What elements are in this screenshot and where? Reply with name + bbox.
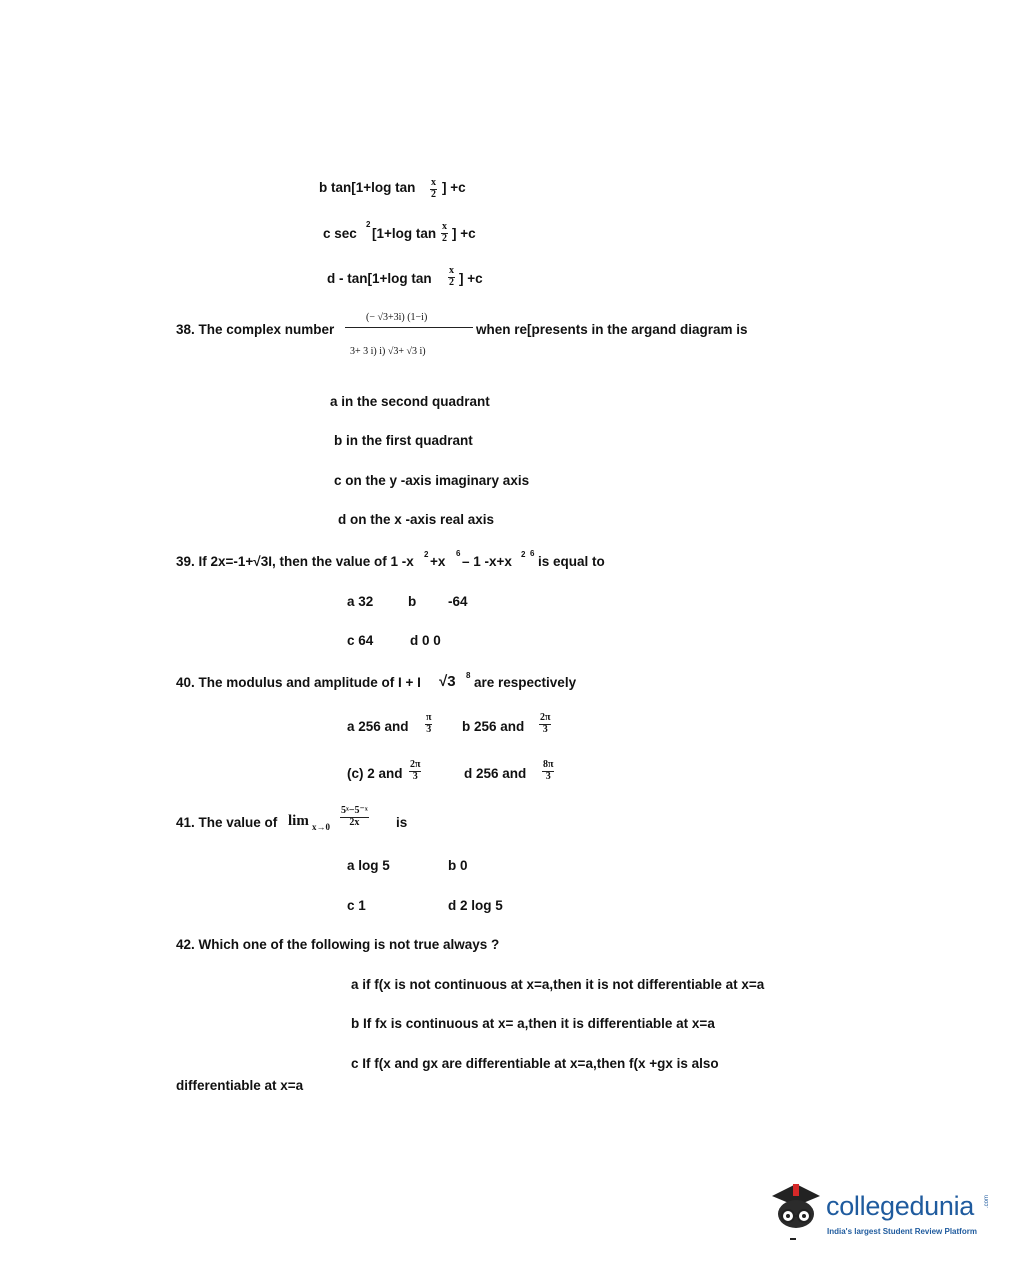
- q40-option-d-fraction: [542, 760, 554, 782]
- q40-option-b: b 256 and: [462, 719, 525, 734]
- q39-question-tail: is equal to: [538, 554, 605, 569]
- brand-suffix: .com: [984, 1194, 990, 1208]
- q37-option-c-text: c sec: [323, 226, 357, 241]
- q39-sup-3: 2: [521, 550, 526, 559]
- q37-option-c-sup: 2: [366, 220, 371, 229]
- q39-mid-1: +x: [430, 554, 446, 569]
- q40-option-d: d 256 and: [464, 766, 527, 781]
- q38-option-b: b in the first quadrant: [334, 433, 473, 448]
- fraction-denominator: 3: [542, 723, 548, 735]
- q39-sup-4: 6: [530, 549, 535, 558]
- fraction-denominator: 2: [442, 232, 447, 244]
- brand-name: collegedunia: [826, 1191, 975, 1221]
- fraction-numerator: 2π: [410, 759, 421, 770]
- q39-option-b-value: -64: [448, 594, 468, 609]
- fraction-denominator: 2: [431, 188, 436, 200]
- graduate-mascot-icon: [766, 1176, 826, 1246]
- fraction-numerator: 5ˣ−5⁻ˣ: [341, 805, 368, 816]
- q42-option-a: a if f(x is not continuous at x=a,then it is not differentiable at x=a: [351, 977, 765, 992]
- q41-lim: lim: [288, 813, 309, 829]
- q37-option-c-mid: [1+log tan: [372, 226, 437, 241]
- q41-question-tail: is: [396, 815, 408, 830]
- fraction-numerator: x: [431, 177, 436, 188]
- q38-option-d: d on the x -axis real axis: [338, 512, 495, 527]
- q37-option-d-suffix: ] +c: [459, 271, 483, 286]
- q41-option-d: d 2 log 5: [448, 898, 503, 913]
- q38-option-a: a in the second quadrant: [330, 394, 490, 409]
- q40-option-c-fraction: [409, 760, 421, 782]
- fraction-numerator: π: [426, 712, 432, 723]
- q38-question-label: 38. The complex number: [176, 322, 335, 337]
- q41-option-a: a log 5: [347, 858, 390, 873]
- q40-sup: 8: [466, 671, 471, 680]
- fraction-numerator: x: [442, 221, 447, 232]
- fraction-denominator: 3: [412, 770, 418, 782]
- q40-root: √3: [439, 673, 456, 690]
- q37-option-c-suffix: ] +c: [452, 226, 476, 241]
- fraction-denominator: 3: [545, 770, 551, 782]
- q40-question-tail: are respectively: [474, 675, 577, 690]
- fraction-denominator: 2: [449, 276, 454, 288]
- fraction-numerator: x: [449, 265, 454, 276]
- q38-fraction-bar: [345, 327, 473, 328]
- q40-question-label: 40. The modulus and amplitude of I + I: [176, 675, 421, 690]
- q42-option-c: c If f(x and gx are differentiable at x=a,then f(x +gx is also: [351, 1056, 719, 1071]
- fraction-denominator: 2x: [349, 816, 360, 828]
- q38-question-tail: when re[presents in the argand diagram is: [476, 322, 748, 337]
- q41-lim-sub: x→0: [312, 822, 330, 832]
- q41-option-c: c 1: [347, 898, 366, 913]
- q37-option-d-fraction: [448, 266, 455, 288]
- q39-sup-2: 6: [456, 549, 461, 558]
- q39-option-c: c 64: [347, 633, 374, 648]
- q42-question-label: 42. Which one of the following is not true always ?: [176, 937, 500, 952]
- q39-question-label: 39. If 2x=-1+√3I, then the value of 1 -x: [176, 554, 414, 569]
- fraction-denominator: 3: [426, 723, 432, 735]
- collegedunia-logo: [766, 1176, 996, 1246]
- q40-option-a: a 256 and: [347, 719, 409, 734]
- fraction-numerator: 8π: [543, 759, 554, 770]
- q38-numerator: (− √3+3i) (1−i): [366, 312, 428, 323]
- q41-option-b: b 0: [448, 858, 468, 873]
- q40-option-b-fraction: [539, 713, 551, 735]
- brand-tagline: India's largest Student Review Platform: [827, 1227, 977, 1236]
- q40-option-c: (c) 2 and: [347, 766, 403, 781]
- q42-option-c-continued: differentiable at x=a: [176, 1078, 304, 1093]
- q37-option-b-suffix: ] +c: [442, 180, 466, 195]
- q37-option-b-text: b tan[1+log tan: [319, 180, 416, 195]
- q39-option-a: a 32: [347, 594, 374, 609]
- q39-sup-1: 2: [424, 550, 429, 559]
- q37-option-d-text: d - tan[1+log tan: [327, 271, 432, 286]
- q39-option-b: b: [408, 594, 417, 609]
- q41-fraction: [340, 806, 369, 828]
- q41-question-label: 41. The value of: [176, 815, 278, 830]
- fraction-numerator: 2π: [540, 712, 551, 723]
- q39-option-d: d 0 0: [410, 633, 441, 648]
- q40-option-a-fraction: [425, 713, 432, 735]
- q39-mid-2: – 1 -x+x: [462, 554, 512, 569]
- q38-denominator: 3+ 3 i) i) √3+ √3 i): [350, 346, 426, 357]
- q37-option-b-fraction: [430, 178, 437, 200]
- q42-option-b: b If fx is continuous at x= a,then it is differentiable at x=a: [351, 1016, 715, 1031]
- q38-option-c: c on the y -axis imaginary axis: [334, 473, 530, 488]
- q37-option-c-fraction: [441, 222, 448, 244]
